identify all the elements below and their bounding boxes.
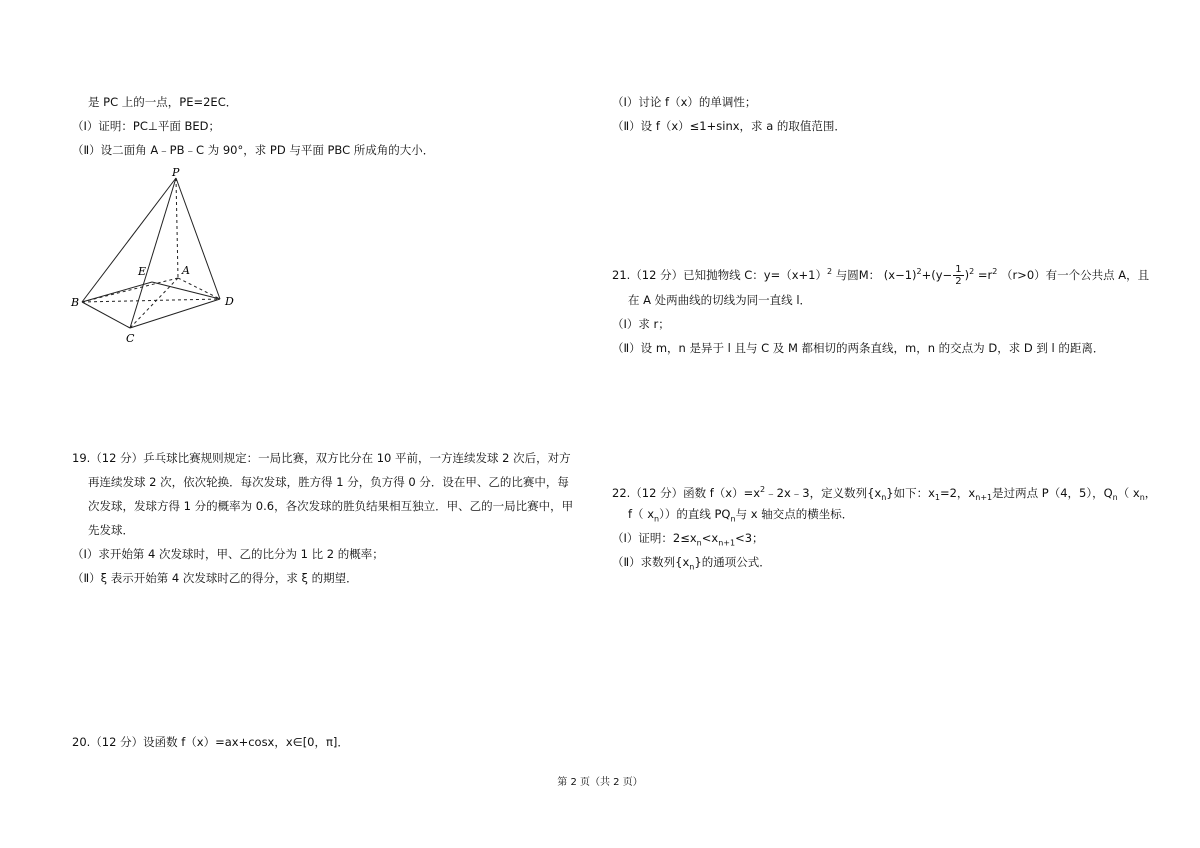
q18-part1: （Ⅰ）证明：PC⊥平面 BED；: [72, 119, 221, 133]
pyramid-diagram: [68, 168, 248, 346]
q20-part1: （Ⅰ）讨论 f（x）的单调性；: [612, 95, 757, 109]
label-b: B: [71, 296, 80, 309]
q20-part2: （Ⅱ）设 f（x）≤1+sinx，求 a 的取值范围．: [612, 119, 846, 133]
label-c: C: [126, 332, 135, 345]
q22-line2: f（ $x_n$））的直线 $PQ_n$与 x 轴交点的横坐标．: [628, 507, 854, 524]
q22-line1: 22.（12 分）函数 $f(x)=x^2﹣2x﹣3$，定义数列$\{x_n\}$如下：$x_1=2$，$x_{n+1}$是过两点 P（4，5），$Q_n$（ $x_n$，: [612, 485, 1157, 503]
q18-continuation: 是 PC 上的一点，PE=2EC．: [88, 95, 238, 109]
label-d: D: [225, 295, 234, 308]
edge-bc: [82, 302, 130, 328]
label-a: A: [182, 264, 190, 277]
q20-stem: 20.（12 分）设函数 f（x）=ax+cosx，x∈[0，π]．: [72, 735, 349, 749]
q22-part1: （Ⅰ）证明：$2\le x_n<x_{n+1}<3$；: [612, 531, 764, 548]
q22-part2: （Ⅱ）求数列$\{x_n\}$的通项公式．: [612, 555, 771, 572]
q19-line1: 19.（12 分）乒乓球比赛规则规定：一局比赛，双方比分在 10 平前，一方连续发球 2 次后，对方: [72, 451, 571, 465]
q19-line3: 次发球，发球方得 1 分的概率为 0.6，各次发球的胜负结果相互独立．甲、乙的一局比赛中，甲: [88, 499, 574, 513]
edge-pc: [130, 178, 176, 328]
q21-part2: （Ⅱ）设 m，n 是异于 l 且与 C 及 M 都相切的两条直线，m，n 的交点为 D，求 D 到 l 的距离．: [612, 341, 1105, 355]
q18-part2: （Ⅱ）设二面角 A﹣PB﹣C 为 90°，求 PD 与平面 PBC 所成角的大小．: [72, 143, 435, 157]
edge-pa: [176, 178, 178, 278]
edge-pb: [82, 178, 176, 302]
edge-ed: [152, 282, 220, 299]
q19-part1: （Ⅰ）求开始第 4 次发球时，甲、乙的比分为 1 比 2 的概率；: [72, 547, 384, 561]
q19-part2: （Ⅱ）ξ 表示开始第 4 次发球时乙的得分，求 ξ 的期望．: [72, 571, 358, 585]
edge-bd: [82, 299, 220, 302]
q21-line1: 21.（12 分）已知抛物线 C：$y=(x+1)^2$ 与圆M： $(x-1)^2+(y-$ $\frac{1}{2}$ )$^2 =r^2$ （r>0）有一个公共点 A，且: [612, 263, 1150, 287]
q21-line2: 在 A 处两曲线的切线为同一直线 l．: [628, 293, 812, 307]
fraction-one-half: $\frac{1}{2}$: [955, 263, 962, 287]
edge-ab: [82, 278, 178, 302]
q19-line4: 先发球．: [88, 523, 134, 537]
page-footer: 第 2 页（共 2 页）: [557, 777, 643, 788]
edge-pd: [176, 178, 220, 299]
label-e: E: [138, 265, 147, 278]
q21-part1: （Ⅰ）求 r；: [612, 317, 670, 331]
q19-line2: 再连续发球 2 次，依次轮换．每次发球，胜方得 1 分，负方得 0 分．设在甲、乙的比赛中，每: [88, 475, 569, 489]
pyramid-figure: [68, 168, 248, 346]
label-p: P: [172, 168, 180, 179]
